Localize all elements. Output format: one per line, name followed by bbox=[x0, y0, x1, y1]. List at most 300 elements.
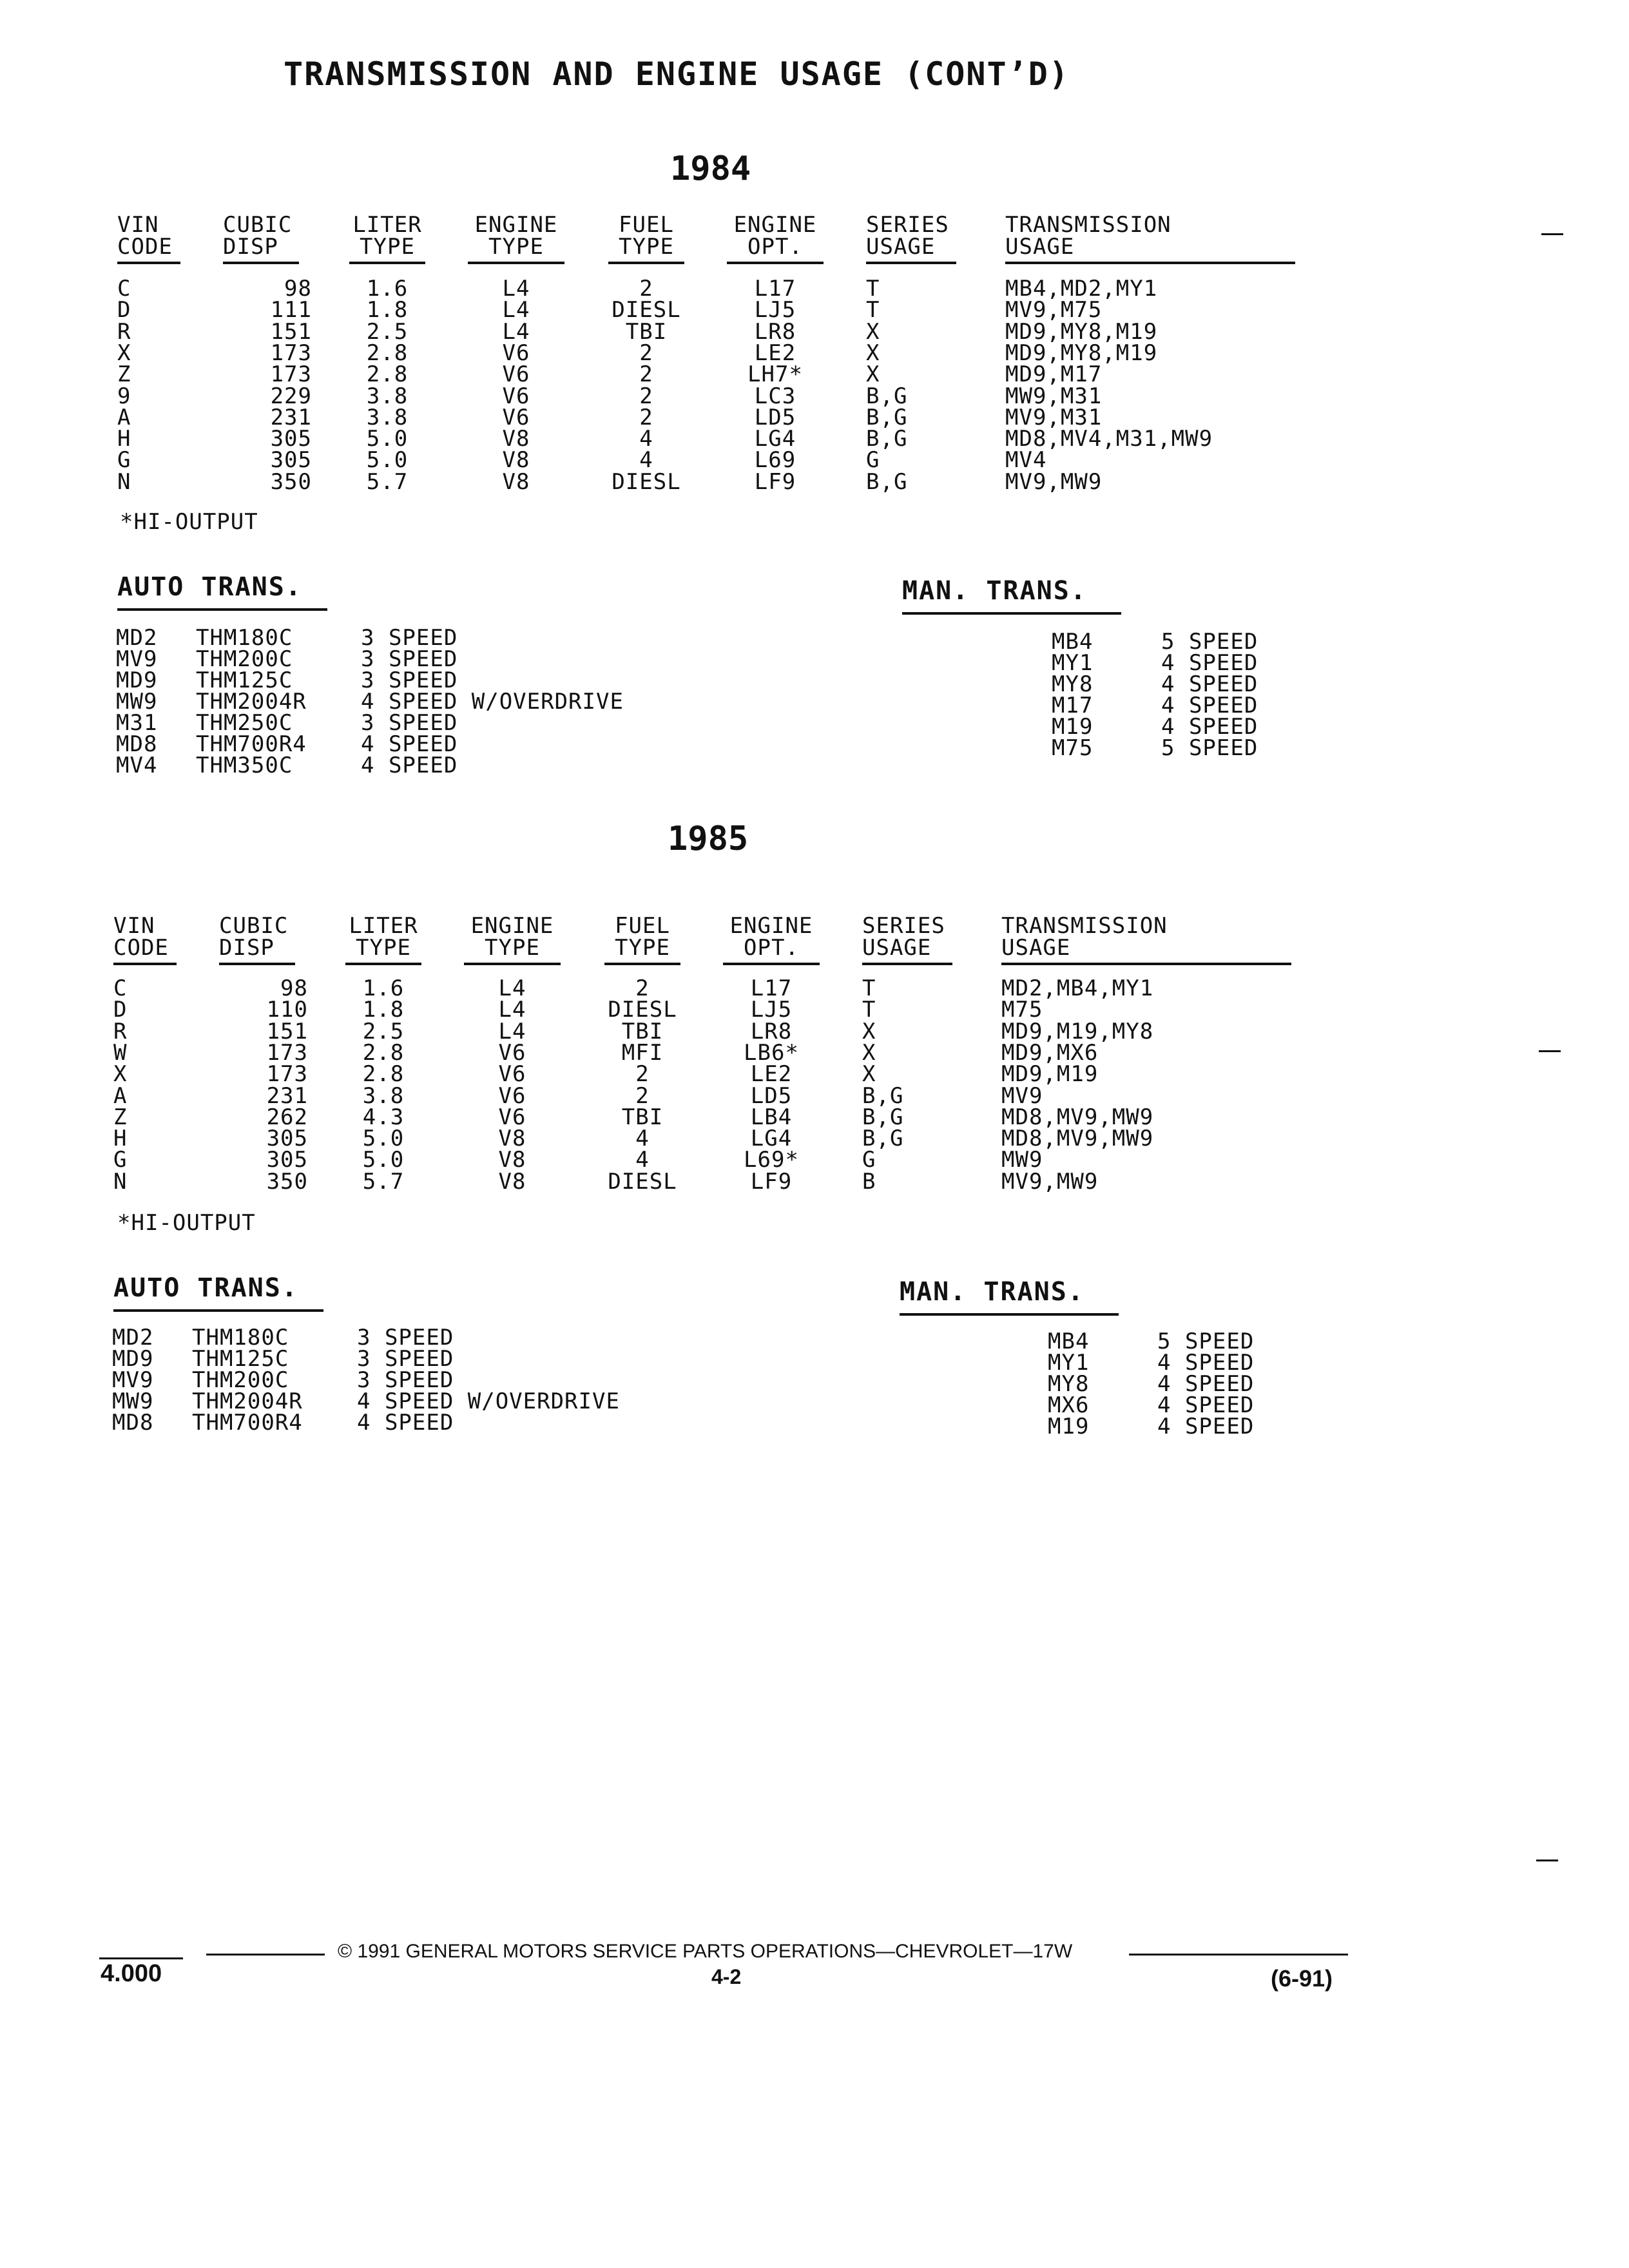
column-header-rule bbox=[866, 262, 956, 264]
table-cell: LD5 bbox=[750, 1082, 793, 1109]
table-cell: MD9,M19 bbox=[1001, 1061, 1099, 1088]
column-header-rule bbox=[464, 963, 561, 965]
auto-trans-model: THM2004R bbox=[192, 1389, 303, 1414]
table-cell: H bbox=[117, 426, 131, 452]
column-header-line1: LITER bbox=[352, 212, 422, 238]
column-header-line1: VIN bbox=[117, 212, 159, 238]
column-header-rule bbox=[727, 262, 824, 264]
table-cell: LE2 bbox=[750, 1061, 793, 1088]
table-cell: DIESL bbox=[608, 997, 677, 1023]
auto-trans-speed: 3 SPEED bbox=[357, 1367, 454, 1393]
column-header bbox=[601, 915, 684, 959]
man-trans-code: M75 bbox=[1052, 735, 1094, 761]
table-cell: X bbox=[866, 340, 880, 366]
table-cell: 151 bbox=[270, 318, 312, 345]
table-cell: MW9 bbox=[1001, 1147, 1043, 1173]
man-trans-speed: 4 SPEED bbox=[1161, 650, 1258, 676]
footer-rule-left bbox=[206, 1954, 325, 1956]
table-cell: 5.0 bbox=[362, 1147, 405, 1173]
auto-trans-title-1984: AUTO TRANS. bbox=[117, 572, 302, 602]
table-cell: A bbox=[117, 404, 131, 430]
column-header-line1: TRANSMISSION bbox=[1001, 913, 1168, 939]
table-cell: 4 bbox=[639, 447, 653, 474]
table-cell: 111 bbox=[270, 297, 312, 323]
table-cell: 2 bbox=[639, 383, 653, 409]
table-cell: LG4 bbox=[754, 426, 796, 452]
column-header-line2: OPT. bbox=[747, 234, 803, 260]
table-cell: R bbox=[113, 1018, 128, 1044]
table-cell: MV9,MW9 bbox=[1001, 1168, 1099, 1195]
table-cell: X bbox=[117, 340, 131, 366]
column-header-rule bbox=[223, 262, 299, 264]
footer-copyright: © 1991 GENERAL MOTORS SERVICE PARTS OPERATIONS—CHEVROLET—17W bbox=[338, 1941, 1073, 1962]
table-cell: 350 bbox=[266, 1168, 308, 1195]
man-trans-speed: 4 SPEED bbox=[1157, 1414, 1255, 1439]
table-cell: L69* bbox=[744, 1147, 799, 1173]
table-cell: M75 bbox=[1001, 997, 1043, 1023]
auto-trans-model: THM250C bbox=[196, 710, 293, 736]
table-cell: T bbox=[862, 975, 876, 1001]
table-cell: MV4 bbox=[1005, 447, 1047, 474]
auto-trans-model: THM125C bbox=[192, 1346, 289, 1372]
footer-rule-section bbox=[99, 1957, 183, 1959]
man-trans-code: M19 bbox=[1048, 1414, 1090, 1439]
table-cell: X bbox=[862, 1018, 876, 1044]
auto-trans-model: THM125C bbox=[196, 668, 293, 693]
auto-trans-code: MD9 bbox=[112, 1346, 154, 1372]
table-cell: 2 bbox=[639, 404, 653, 430]
table-cell: 2 bbox=[639, 361, 653, 388]
table-cell: R bbox=[117, 318, 131, 345]
auto-trans-title-1985: AUTO TRANS. bbox=[113, 1273, 298, 1303]
column-header-line1: ENGINE bbox=[733, 212, 817, 238]
table-cell: LE2 bbox=[754, 340, 796, 366]
table-cell: X bbox=[862, 1061, 876, 1088]
table-cell: N bbox=[117, 468, 131, 495]
table-cell: 305 bbox=[270, 447, 312, 474]
table-cell: TBI bbox=[621, 1018, 664, 1044]
table-cell: 350 bbox=[270, 468, 312, 495]
table-cell: MD8,MV4,M31,MW9 bbox=[1005, 426, 1213, 452]
column-header-line2: TYPE bbox=[485, 935, 540, 961]
table-cell: X bbox=[866, 361, 880, 388]
table-cell: G bbox=[113, 1147, 128, 1173]
table-cell: 3.8 bbox=[366, 404, 409, 430]
column-header-line1: LITER bbox=[349, 913, 418, 939]
table-cell: B,G bbox=[862, 1104, 904, 1130]
column-header-line2: TYPE bbox=[619, 234, 674, 260]
column-header-rule bbox=[345, 963, 421, 965]
man-trans-speed: 4 SPEED bbox=[1157, 1392, 1255, 1418]
man-trans-rule-1985 bbox=[900, 1313, 1119, 1316]
table-cell: W bbox=[113, 1039, 128, 1066]
column-header-line2: OPT. bbox=[744, 935, 799, 961]
man-trans-code: MY8 bbox=[1048, 1371, 1090, 1397]
margin-mark bbox=[1541, 233, 1563, 235]
column-header-line2: USAGE bbox=[866, 234, 936, 260]
table-cell: MB4,MD2,MY1 bbox=[1005, 276, 1158, 302]
table-cell: 5.7 bbox=[362, 1168, 405, 1195]
man-trans-title-1984: MAN. TRANS. bbox=[902, 576, 1087, 606]
table-cell: L4 bbox=[502, 297, 530, 323]
table-cell: 110 bbox=[266, 997, 308, 1023]
auto-trans-code: MV4 bbox=[116, 753, 158, 778]
table-cell: MD2,MB4,MY1 bbox=[1001, 975, 1154, 1001]
column-header bbox=[723, 915, 820, 959]
column-header bbox=[866, 214, 956, 258]
table-cell: T bbox=[866, 297, 880, 323]
table-cell: B,G bbox=[862, 1126, 904, 1152]
column-header-rule bbox=[468, 262, 564, 264]
table-cell: L4 bbox=[498, 997, 526, 1023]
table-cell: H bbox=[113, 1126, 128, 1152]
table-cell: LC3 bbox=[754, 383, 796, 409]
table-cell: L69 bbox=[754, 447, 796, 474]
table-cell: V6 bbox=[502, 361, 530, 388]
table-cell: B,G bbox=[866, 426, 908, 452]
table-cell: G bbox=[117, 447, 131, 474]
table-cell: 98 bbox=[284, 276, 312, 302]
table-cell: 305 bbox=[266, 1147, 308, 1173]
auto-trans-speed: 3 SPEED bbox=[357, 1325, 454, 1350]
table-cell: TBI bbox=[625, 318, 668, 345]
table-cell: D bbox=[113, 997, 128, 1023]
column-header-rule bbox=[219, 963, 295, 965]
footnote-1984: *HI-OUTPUT bbox=[120, 509, 258, 535]
table-cell: B,G bbox=[866, 468, 908, 495]
column-header-line2: CODE bbox=[113, 935, 169, 961]
table-cell: DIESL bbox=[612, 468, 681, 495]
man-trans-title-1985: MAN. TRANS. bbox=[900, 1277, 1084, 1307]
table-cell: 231 bbox=[266, 1082, 308, 1109]
man-trans-speed: 5 SPEED bbox=[1157, 1329, 1255, 1354]
table-cell: V6 bbox=[498, 1039, 526, 1066]
page-number: 4-2 bbox=[711, 1965, 742, 1988]
column-header-line2: USAGE bbox=[1001, 935, 1071, 961]
table-cell: V8 bbox=[498, 1147, 526, 1173]
table-cell: X bbox=[866, 318, 880, 345]
table-cell: V6 bbox=[502, 383, 530, 409]
table-cell: LR8 bbox=[754, 318, 796, 345]
auto-trans-model: THM200C bbox=[196, 646, 293, 672]
man-trans-speed: 4 SPEED bbox=[1161, 671, 1258, 697]
column-header bbox=[345, 214, 429, 258]
table-cell: 262 bbox=[266, 1104, 308, 1130]
auto-trans-code: MV9 bbox=[112, 1367, 154, 1393]
table-cell: V6 bbox=[502, 404, 530, 430]
man-trans-speed: 4 SPEED bbox=[1161, 714, 1258, 740]
table-cell: MD9,MX6 bbox=[1001, 1039, 1099, 1066]
table-cell: G bbox=[862, 1147, 876, 1173]
table-cell: 2.8 bbox=[362, 1061, 405, 1088]
man-trans-speed: 4 SPEED bbox=[1157, 1371, 1255, 1397]
table-cell: LJ5 bbox=[750, 997, 793, 1023]
column-header bbox=[117, 214, 188, 258]
man-trans-code: MB4 bbox=[1048, 1329, 1090, 1354]
table-cell: B,G bbox=[866, 404, 908, 430]
table-cell: L4 bbox=[498, 1018, 526, 1044]
auto-trans-speed: 4 SPEED W/OVERDRIVE bbox=[361, 689, 624, 715]
table-cell: 305 bbox=[270, 426, 312, 452]
column-header-rule bbox=[723, 963, 820, 965]
table-cell: 2.8 bbox=[362, 1039, 405, 1066]
column-header-rule bbox=[117, 262, 180, 264]
margin-mark bbox=[1539, 1050, 1561, 1052]
column-header-rule bbox=[349, 262, 425, 264]
man-trans-code: MY8 bbox=[1052, 671, 1094, 697]
man-trans-speed: 4 SPEED bbox=[1161, 693, 1258, 718]
column-header-line1: FUEL bbox=[619, 212, 674, 238]
auto-trans-model: THM180C bbox=[196, 625, 293, 651]
auto-trans-model: THM2004R bbox=[196, 689, 307, 715]
table-cell: L4 bbox=[498, 975, 526, 1001]
table-cell: L17 bbox=[754, 276, 796, 302]
table-cell: 4.3 bbox=[362, 1104, 405, 1130]
table-cell: 2 bbox=[635, 1061, 650, 1088]
column-header-line1: SERIES bbox=[866, 212, 949, 238]
table-cell: MD8,MV9,MW9 bbox=[1001, 1126, 1154, 1152]
table-cell: LF9 bbox=[750, 1168, 793, 1195]
auto-trans-speed: 4 SPEED bbox=[357, 1410, 454, 1436]
table-cell: B,G bbox=[862, 1082, 904, 1109]
table-cell: 2 bbox=[639, 276, 653, 302]
table-cell: 4 bbox=[635, 1147, 650, 1173]
table-cell: 4 bbox=[639, 426, 653, 452]
table-cell: C bbox=[117, 276, 131, 302]
auto-trans-speed: 3 SPEED bbox=[361, 710, 458, 736]
auto-trans-speed: 3 SPEED bbox=[361, 668, 458, 693]
table-cell: Z bbox=[113, 1104, 128, 1130]
table-cell: 173 bbox=[270, 340, 312, 366]
column-header-line1: ENGINE bbox=[474, 212, 558, 238]
table-cell: G bbox=[866, 447, 880, 474]
table-cell: 2.8 bbox=[366, 340, 409, 366]
table-cell: 151 bbox=[266, 1018, 308, 1044]
table-cell: C bbox=[113, 975, 128, 1001]
table-cell: X bbox=[862, 1039, 876, 1066]
auto-trans-model: THM700R4 bbox=[196, 731, 307, 757]
table-cell: 9 bbox=[117, 383, 131, 409]
auto-trans-code: MW9 bbox=[116, 689, 158, 715]
table-cell: L17 bbox=[750, 975, 793, 1001]
auto-trans-code: MD8 bbox=[112, 1410, 154, 1436]
table-cell: MFI bbox=[621, 1039, 664, 1066]
table-cell: A bbox=[113, 1082, 128, 1109]
column-header-line2: TYPE bbox=[488, 234, 544, 260]
man-trans-code: M17 bbox=[1052, 693, 1094, 718]
auto-trans-model: THM180C bbox=[192, 1325, 289, 1350]
table-cell: MV9 bbox=[1001, 1082, 1043, 1109]
table-cell: DIESL bbox=[612, 297, 681, 323]
table-cell: X bbox=[113, 1061, 128, 1088]
table-cell: MD8,MV9,MW9 bbox=[1001, 1104, 1154, 1130]
revision-date: (6-91) bbox=[1271, 1965, 1333, 1992]
column-header-rule bbox=[1005, 262, 1295, 264]
column-header-rule bbox=[862, 963, 952, 965]
footnote-1985: *HI-OUTPUT bbox=[117, 1210, 256, 1236]
column-header bbox=[342, 915, 425, 959]
table-cell: MD9,M19,MY8 bbox=[1001, 1018, 1154, 1044]
column-header-rule bbox=[608, 262, 684, 264]
table-cell: 2 bbox=[639, 340, 653, 366]
table-cell: MD9,M17 bbox=[1005, 361, 1103, 388]
table-cell: 4 bbox=[635, 1126, 650, 1152]
auto-trans-speed: 4 SPEED W/OVERDRIVE bbox=[357, 1389, 620, 1414]
column-header bbox=[223, 214, 312, 258]
auto-trans-code: MD2 bbox=[116, 625, 158, 651]
column-header-line1: SERIES bbox=[862, 913, 945, 939]
man-trans-rule-1984 bbox=[902, 612, 1121, 615]
table-cell: V8 bbox=[502, 447, 530, 474]
column-header bbox=[468, 214, 564, 258]
column-header-rule bbox=[1001, 963, 1291, 965]
table-cell: 173 bbox=[270, 361, 312, 388]
table-cell: 3.8 bbox=[362, 1082, 405, 1109]
column-header-line1: ENGINE bbox=[470, 913, 554, 939]
column-header-line2: TYPE bbox=[615, 935, 670, 961]
auto-trans-code: MD8 bbox=[116, 731, 158, 757]
margin-mark bbox=[1536, 1860, 1558, 1861]
column-header bbox=[113, 915, 184, 959]
table-cell: 5.0 bbox=[366, 426, 409, 452]
column-header-line2: DISP bbox=[219, 935, 275, 961]
column-header bbox=[862, 915, 952, 959]
table-cell: V6 bbox=[498, 1104, 526, 1130]
table-cell: MW9,M31 bbox=[1005, 383, 1103, 409]
table-cell: D bbox=[117, 297, 131, 323]
column-header-line1: CUBIC bbox=[219, 913, 289, 939]
table-cell: V8 bbox=[502, 468, 530, 495]
table-cell: 1.8 bbox=[362, 997, 405, 1023]
table-cell: T bbox=[866, 276, 880, 302]
auto-trans-rule-1985 bbox=[113, 1309, 323, 1312]
column-header-line1: CUBIC bbox=[223, 212, 293, 238]
table-cell: 98 bbox=[280, 975, 308, 1001]
column-header bbox=[219, 915, 308, 959]
auto-trans-speed: 3 SPEED bbox=[361, 646, 458, 672]
table-cell: 1.6 bbox=[366, 276, 409, 302]
man-trans-speed: 5 SPEED bbox=[1161, 735, 1258, 761]
auto-trans-speed: 4 SPEED bbox=[361, 731, 458, 757]
column-header bbox=[464, 915, 561, 959]
column-header-line1: FUEL bbox=[615, 913, 670, 939]
column-header-line1: ENGINE bbox=[729, 913, 813, 939]
column-header bbox=[727, 214, 824, 258]
year-heading-1985: 1985 bbox=[668, 820, 749, 858]
table-cell: 1.8 bbox=[366, 297, 409, 323]
column-header-line1: TRANSMISSION bbox=[1005, 212, 1171, 238]
table-cell: 2.5 bbox=[362, 1018, 405, 1044]
table-cell: 5.7 bbox=[366, 468, 409, 495]
table-cell: 231 bbox=[270, 404, 312, 430]
auto-trans-speed: 3 SPEED bbox=[357, 1346, 454, 1372]
man-trans-speed: 5 SPEED bbox=[1161, 629, 1258, 655]
table-cell: MV9,M75 bbox=[1005, 297, 1103, 323]
table-cell: LB4 bbox=[750, 1104, 793, 1130]
table-cell: 305 bbox=[266, 1126, 308, 1152]
man-trans-code: MB4 bbox=[1052, 629, 1094, 655]
table-cell: V8 bbox=[498, 1168, 526, 1195]
auto-trans-speed: 4 SPEED bbox=[361, 753, 458, 778]
page-title: TRANSMISSION AND ENGINE USAGE (CONT’D) bbox=[284, 55, 1070, 93]
auto-trans-code: MV9 bbox=[116, 646, 158, 672]
table-cell: 2 bbox=[635, 975, 650, 1001]
table-cell: 5.0 bbox=[366, 447, 409, 474]
auto-trans-rule-1984 bbox=[117, 608, 327, 611]
auto-trans-model: THM200C bbox=[192, 1367, 289, 1393]
table-cell: V6 bbox=[502, 340, 530, 366]
table-cell: MD9,MY8,M19 bbox=[1005, 340, 1158, 366]
table-cell: L4 bbox=[502, 318, 530, 345]
table-cell: Z bbox=[117, 361, 131, 388]
column-header-line2: TYPE bbox=[360, 234, 415, 260]
table-cell: LG4 bbox=[750, 1126, 793, 1152]
column-header-line1: VIN bbox=[113, 913, 155, 939]
table-cell: TBI bbox=[621, 1104, 664, 1130]
year-heading-1984: 1984 bbox=[670, 149, 751, 188]
column-header-line2: CODE bbox=[117, 234, 173, 260]
man-trans-code: MY1 bbox=[1052, 650, 1094, 676]
man-trans-code: MY1 bbox=[1048, 1350, 1090, 1376]
table-cell: 5.0 bbox=[362, 1126, 405, 1152]
table-cell: LH7* bbox=[747, 361, 803, 388]
table-cell: B bbox=[862, 1168, 876, 1195]
auto-trans-code: MD2 bbox=[112, 1325, 154, 1350]
table-cell: V8 bbox=[502, 426, 530, 452]
table-cell: LF9 bbox=[754, 468, 796, 495]
man-trans-code: M19 bbox=[1052, 714, 1094, 740]
table-cell: V6 bbox=[498, 1061, 526, 1088]
table-cell: 1.6 bbox=[362, 975, 405, 1001]
section-number: 4.000 bbox=[101, 1960, 162, 1987]
table-cell: LD5 bbox=[754, 404, 796, 430]
table-cell: B,G bbox=[866, 383, 908, 409]
table-cell: 3.8 bbox=[366, 383, 409, 409]
table-cell: MV9,M31 bbox=[1005, 404, 1103, 430]
table-cell: MD9,MY8,M19 bbox=[1005, 318, 1158, 345]
auto-trans-model: THM700R4 bbox=[192, 1410, 303, 1436]
table-cell: 2 bbox=[635, 1082, 650, 1109]
column-header-line2: DISP bbox=[223, 234, 278, 260]
column-header-line2: USAGE bbox=[862, 935, 932, 961]
column-header-rule bbox=[113, 963, 177, 965]
auto-trans-code: MW9 bbox=[112, 1389, 154, 1414]
table-cell: 173 bbox=[266, 1039, 308, 1066]
table-cell: N bbox=[113, 1168, 128, 1195]
table-cell: 2.8 bbox=[366, 361, 409, 388]
column-header bbox=[1001, 915, 1208, 959]
footer-rule-right bbox=[1129, 1954, 1348, 1956]
table-cell: LJ5 bbox=[754, 297, 796, 323]
table-cell: V8 bbox=[498, 1126, 526, 1152]
table-cell: V6 bbox=[498, 1082, 526, 1109]
auto-trans-model: THM350C bbox=[196, 753, 293, 778]
auto-trans-code: M31 bbox=[116, 710, 158, 736]
man-trans-speed: 4 SPEED bbox=[1157, 1350, 1255, 1376]
column-header-line2: USAGE bbox=[1005, 234, 1075, 260]
table-cell: 229 bbox=[270, 383, 312, 409]
auto-trans-code: MD9 bbox=[116, 668, 158, 693]
man-trans-code: MX6 bbox=[1048, 1392, 1090, 1418]
column-header bbox=[604, 214, 688, 258]
table-cell: LR8 bbox=[750, 1018, 793, 1044]
column-header-rule bbox=[604, 963, 680, 965]
auto-trans-speed: 3 SPEED bbox=[361, 625, 458, 651]
table-cell: T bbox=[862, 997, 876, 1023]
table-cell: LB6* bbox=[744, 1039, 799, 1066]
column-header bbox=[1005, 214, 1211, 258]
table-cell: L4 bbox=[502, 276, 530, 302]
